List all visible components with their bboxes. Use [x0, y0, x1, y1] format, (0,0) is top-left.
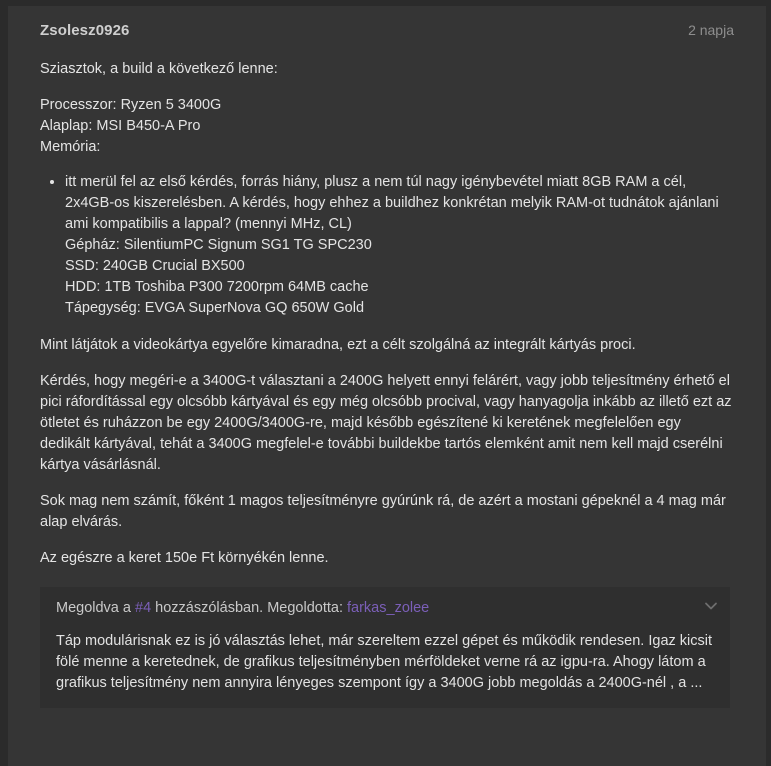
post-paragraph: Kérdés, hogy megéri-e a 3400G-t választani a 2400G helyett ennyi felárért, vagy jobb teljesítmény érhető el pici ráfordítással egy olcsóbb kártyával és egy még olcsóbb procival, vagy hanyagolja inkább az illető ezt az ötletet és ruházzon be egy 2400G/3400G-re, majd később egészítené ki keretének megfelelően egy dedikált kártyával, tehát a 3400G megfelel-e további buildekbe tartós elemként amit nem kell majd cserélni kártya vásárlásnál.	[40, 373, 732, 473]
post-paragraph: Sok mag nem számít, főként 1 magos teljesítményre gyúrúnk rá, de azért a mostani gépeknél a 4 mag már alap elvárás.	[40, 493, 726, 530]
spec-line-case: Gépház: SilentiumPC Signum SG1 TG SPC230	[65, 237, 372, 253]
bullet-text: itt merül fel az első kérdés, forrás hiány, plusz a nem túl nagy igénybevétel miatt 8GB RAM a cél, 2x4GB-os kiszerelésben. A kérdés, hogy ehhez a buildhez konkrétan melyik RAM-ot tudnátok ajánlani ami kompatibilis a lappal? (mennyi MHz, CL)	[65, 174, 719, 232]
spec-line-processor: Processzor: Ryzen 5 3400G	[40, 97, 222, 113]
solution-prefix: Megoldva a	[56, 600, 135, 616]
post-paragraph: Mint látjátok a videokártya egyelőre kimaradna, ezt a célt szolgálná az integrált kártyás proci.	[40, 337, 636, 353]
solution-middle: hozzászólásban. Megoldotta:	[151, 600, 348, 616]
spec-line-ssd: SSD: 240GB Crucial BX500	[65, 258, 245, 274]
post-header	[40, 20, 734, 40]
post-time: 2 napja	[688, 22, 734, 38]
spec-line-psu: Tápegység: EVGA SuperNova GQ 650W Gold	[65, 300, 365, 316]
post-content	[40, 59, 734, 569]
post-paragraph: Az egészre a keret 150e Ft környékén lenne.	[40, 550, 329, 566]
chevron-down-icon[interactable]	[704, 599, 718, 613]
spec-line-hdd: HDD: 1TB Toshiba P300 7200rpm 64MB cache	[65, 279, 369, 295]
spec-line-motherboard: Alaplap: MSI B450-A Pro	[40, 118, 201, 134]
solution-header	[56, 597, 716, 619]
solution-post-link[interactable]: #4	[135, 600, 152, 616]
list-item	[65, 172, 734, 319]
post-card	[8, 6, 766, 766]
solution-box[interactable]	[40, 587, 730, 708]
post-bullet-list	[40, 172, 734, 319]
spec-line-memory: Memória:	[40, 139, 101, 155]
solution-excerpt: Táp modulárisnak ez is jó választás lehet, már szereltem ezzel gépet és működik rendesen. Igaz kicsit fölé menne a keretednek, de grafikus teljesítményben mérföldeket verne rá az igpu-ra. Ahogy látom a grafikus teljesítmény nem annyira lényeges szempont így a 3400G jobb megoldás a 2400G-nél , a ...	[56, 633, 713, 691]
post-author[interactable]: Zsolesz0926	[40, 21, 130, 39]
post-intro: Sziasztok, a build a következő lenne:	[40, 61, 278, 77]
solution-user-link[interactable]: farkas_zolee	[347, 600, 430, 616]
post-spec-block	[40, 95, 734, 158]
